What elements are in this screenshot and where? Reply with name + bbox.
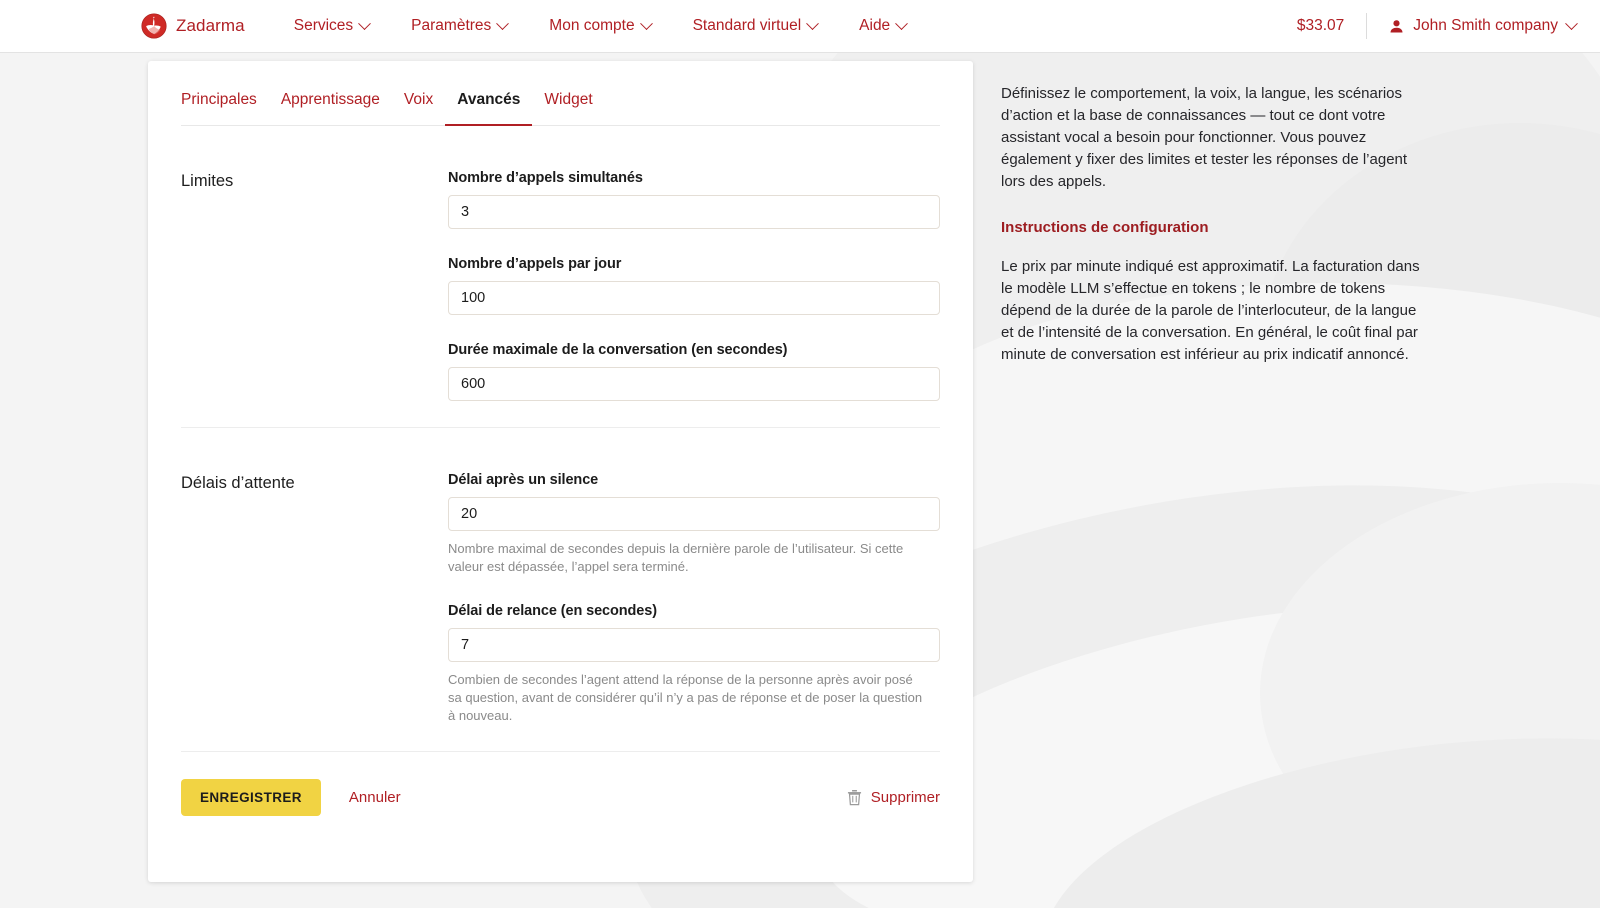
field-label: Durée maximale de la conversation (en secondes) — [448, 342, 788, 358]
nav-item-services[interactable] — [294, 17, 390, 35]
trash-icon — [847, 789, 862, 806]
main-navigation — [294, 17, 927, 35]
tab-widget[interactable] — [532, 91, 604, 125]
section-title: Limites — [181, 172, 234, 190]
info-panel — [1001, 61, 1421, 366]
field-hint: Nombre maximal de secondes depuis la dernière parole de l’utilisateur. Si cette valeur est dépassée, l’appel sera terminé. — [448, 541, 904, 574]
brand-name: Zadarma — [176, 16, 245, 35]
calls-per-day-input[interactable] — [448, 281, 940, 315]
nav-item-standard-virtuel[interactable] — [672, 17, 839, 35]
tab-apprentissage[interactable] — [269, 91, 392, 125]
account-balance[interactable]: $33.07 — [1296, 17, 1345, 34]
field-label: Nombre d’appels simultanés — [448, 170, 643, 186]
nav-label: Paramètres — [411, 17, 492, 34]
section-delais-attente — [181, 427, 940, 751]
info-intro-text: Définissez le comportement, la voix, la langue, les scénarios d’action et la base de connaissances — tout ce dont votre assistant vocal a besoin pour fonctionner. Vous pouvez également y fixer des limites et tester les réponses de l’agent lors des appels. — [1001, 85, 1408, 191]
chevron-down-icon — [496, 17, 509, 30]
configuration-instructions-link[interactable]: Instructions de configuration — [1001, 219, 1209, 237]
tab-principales[interactable] — [181, 91, 269, 125]
delete-button[interactable] — [847, 789, 940, 806]
info-body-text: Le prix par minute indiqué est approximatif. La facturation dans le modèle LLM s’effectue en tokens ; le nombre de tokens dépend de la durée de la parole de l’interlocuteur, de la langue et de l’intensité de la conversation. En général, le coût final par minute de conversation est inférieur au prix indicatif annoncé. — [1001, 258, 1420, 364]
nav-item-aide[interactable] — [838, 17, 927, 35]
form-actions — [181, 751, 940, 852]
nav-item-mon-compte[interactable] — [528, 17, 671, 35]
field-label: Délai de relance (en secondes) — [448, 602, 657, 619]
field-simultaneous-calls — [448, 170, 940, 229]
chevron-down-icon — [806, 17, 819, 30]
max-conversation-duration-input[interactable] — [448, 367, 940, 401]
section-fields — [448, 472, 940, 725]
header-right-group — [1297, 13, 1576, 39]
field-followup-delay — [448, 603, 940, 725]
save-button[interactable]: ENREGISTRER — [181, 779, 321, 816]
top-header — [0, 0, 1600, 53]
followup-delay-input[interactable] — [448, 628, 940, 662]
chevron-down-icon — [358, 17, 371, 30]
cancel-button[interactable]: Annuler — [348, 788, 401, 806]
brand-logo-link[interactable] — [141, 13, 245, 39]
simultaneous-calls-input[interactable] — [448, 195, 940, 229]
section-fields — [448, 170, 940, 401]
chevron-down-icon — [895, 17, 908, 30]
nav-label: Services — [293, 17, 354, 34]
zadarma-logo-icon — [141, 13, 167, 39]
chevron-down-icon — [1565, 17, 1578, 30]
section-title: Délais d’attente — [181, 474, 295, 492]
tab-avances[interactable] — [445, 91, 532, 125]
settings-card — [148, 61, 973, 882]
field-hint: Combien de secondes l’agent attend la réponse de la personne après avoir posé sa question, avant de considérer qu’il n’y a pas de réponse et de poser la question à nouveau. — [448, 671, 923, 723]
tab-voix[interactable] — [392, 91, 445, 125]
field-label: Nombre d’appels par jour — [448, 256, 622, 272]
account-menu[interactable] — [1367, 17, 1576, 35]
tab-label: Apprentissage — [280, 91, 380, 108]
field-silence-delay — [448, 472, 940, 576]
silence-delay-input[interactable] — [448, 497, 940, 531]
tab-label: Principales — [181, 91, 257, 108]
field-calls-per-day — [448, 256, 940, 315]
account-name: John Smith company — [1413, 17, 1558, 34]
person-icon — [1389, 19, 1404, 34]
tab-label: Avancés — [457, 91, 521, 108]
section-limites — [181, 126, 940, 427]
field-max-conversation-duration — [448, 342, 940, 401]
tab-label: Widget — [544, 91, 593, 108]
delete-label: Supprimer — [870, 788, 940, 806]
nav-label: Standard virtuel — [692, 17, 802, 34]
chevron-down-icon — [640, 17, 653, 30]
page-body — [0, 53, 1600, 882]
field-label: Délai après un silence — [448, 472, 599, 488]
nav-label: Aide — [859, 17, 891, 34]
tab-label: Voix — [403, 91, 434, 108]
tab-bar — [181, 61, 940, 126]
nav-item-parametres[interactable] — [390, 17, 528, 35]
nav-label: Mon compte — [549, 17, 635, 34]
